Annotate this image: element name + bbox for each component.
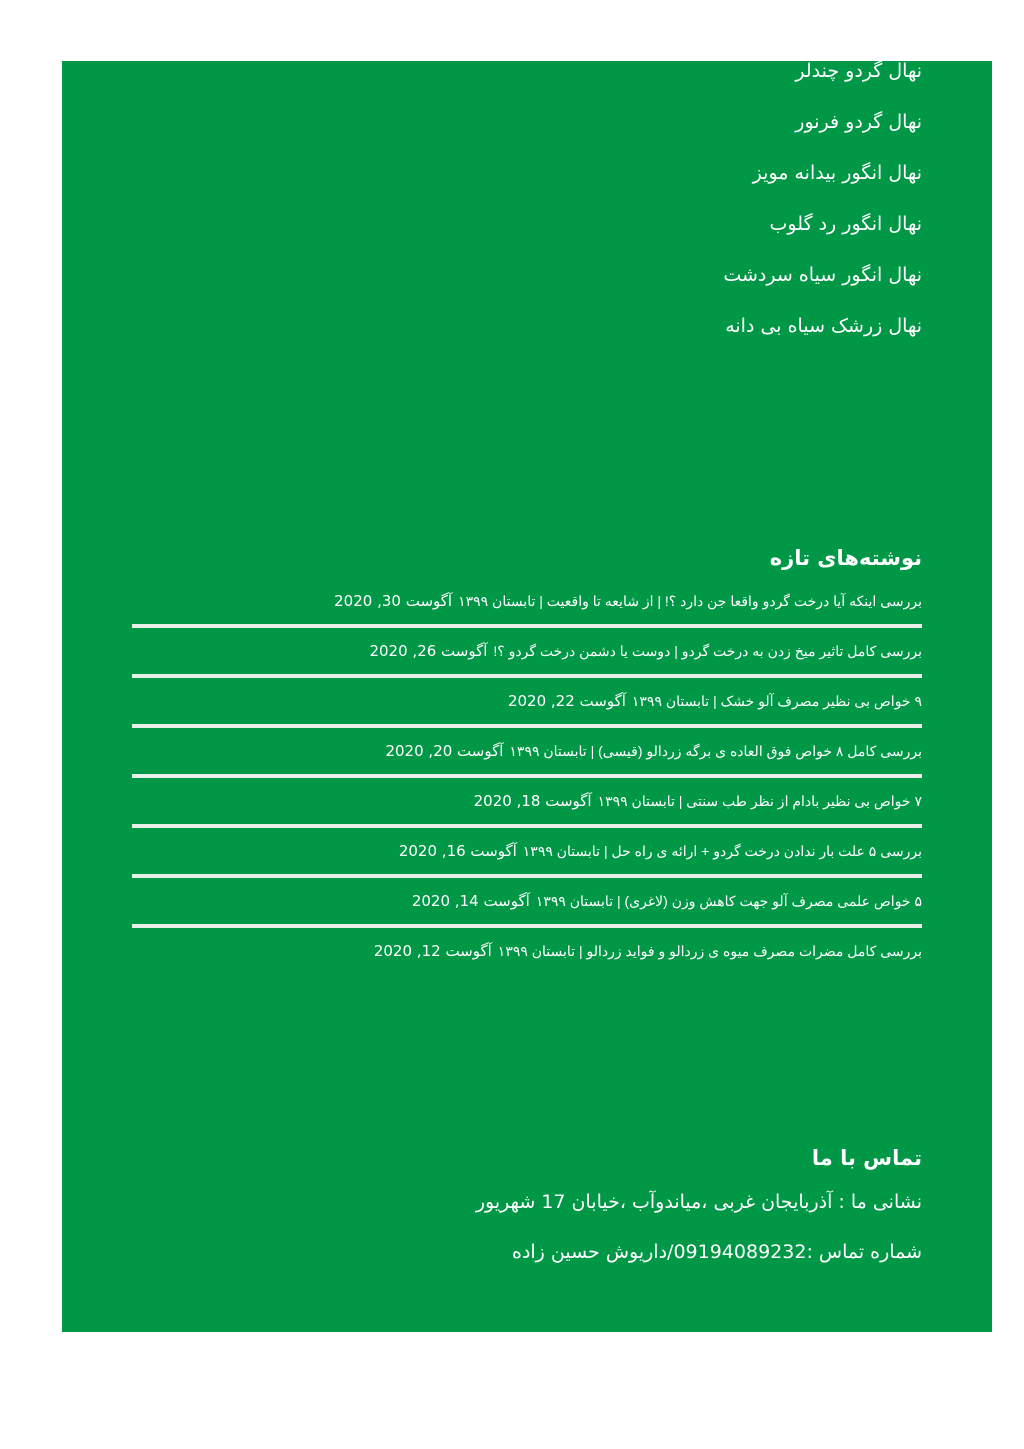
post-link[interactable]: ۷ خواص بی نظیر بادام از نظر طب سنتی | تابستان ۱۳۹۹ (597, 792, 922, 809)
product-link[interactable]: نهال انگور بیدانه مویز (752, 162, 922, 184)
post-link[interactable]: ۹ خواص بی نظیر مصرف آلو خشک | تابستان ۱۳۹۹ (631, 692, 922, 709)
list-item (132, 311, 922, 362)
list-item (132, 628, 922, 678)
post-link[interactable]: بررسی اینکه آیا درخت گردو واقعا جن دارد ؟! | از شایعه تا واقعیت | تابستان ۱۳۹۹ (458, 592, 922, 609)
post-date: آگوست 12, 2020 (373, 942, 492, 960)
product-link[interactable]: نهال گردو چندلر (795, 60, 922, 82)
post-link[interactable]: ۵ خواص علمی مصرف آلو جهت کاهش وزن (لاغری) | تابستان ۱۳۹۹ (535, 892, 922, 909)
contact-phone: شماره تماس :09194089232/داریوش حسین زاده (511, 1241, 922, 1263)
post-date: آگوست 16, 2020 (398, 842, 517, 860)
post-link[interactable]: بررسی کامل تاثیر میخ زدن به درخت گردو | دوست یا دشمن درخت گردو ؟! (493, 642, 922, 659)
post-link[interactable]: بررسی ۵ علت بار ندادن درخت گردو + ارائه ی راه حل | تابستان ۱۳۹۹ (522, 842, 922, 859)
post-date: آگوست 20, 2020 (385, 742, 504, 760)
product-link[interactable]: نهال گردو فرنور (795, 111, 922, 133)
list-item (132, 158, 922, 209)
post-date: آگوست 30, 2020 (334, 592, 453, 610)
post-date: آگوست 14, 2020 (411, 892, 530, 910)
list-item (132, 828, 922, 878)
list-item (132, 678, 922, 728)
post-link[interactable]: بررسی کامل ۸ خواص فوق العاده ی برگه زردالو (قیسی) | تابستان ۱۳۹۹ (509, 742, 922, 759)
contact-title: تماس با ما (811, 1146, 922, 1170)
post-date: آگوست 26, 2020 (369, 642, 488, 660)
product-link[interactable]: نهال انگور سیاه سردشت (723, 264, 922, 286)
list-item (132, 928, 922, 974)
product-link[interactable]: نهال زرشک سیاه بی دانه (725, 315, 922, 337)
contact-address: نشانی ما : آذربایجان غربی ،میاندوآب ،خیابان 17 شهریور (475, 1191, 922, 1213)
list-item (132, 209, 922, 260)
list-item (132, 56, 922, 107)
product-list (132, 56, 922, 362)
list-item (132, 728, 922, 778)
post-date: آگوست 22, 2020 (507, 692, 626, 710)
list-item (132, 878, 922, 928)
footer-panel (62, 61, 992, 1332)
post-date: آگوست 18, 2020 (473, 792, 592, 810)
list-item (132, 778, 922, 828)
recent-posts-list (132, 578, 922, 974)
post-link[interactable]: بررسی کامل مضرات مصرف میوه ی زردالو و فواید زردالو | تابستان ۱۳۹۹ (497, 942, 922, 959)
list-item (132, 260, 922, 311)
product-link[interactable]: نهال انگور رد گلوب (769, 213, 922, 235)
recent-posts-widget (132, 538, 922, 974)
list-item (132, 578, 922, 628)
list-item (132, 107, 922, 158)
contact-widget (132, 1138, 922, 1278)
recent-posts-title: نوشته‌های تازه (769, 546, 922, 570)
